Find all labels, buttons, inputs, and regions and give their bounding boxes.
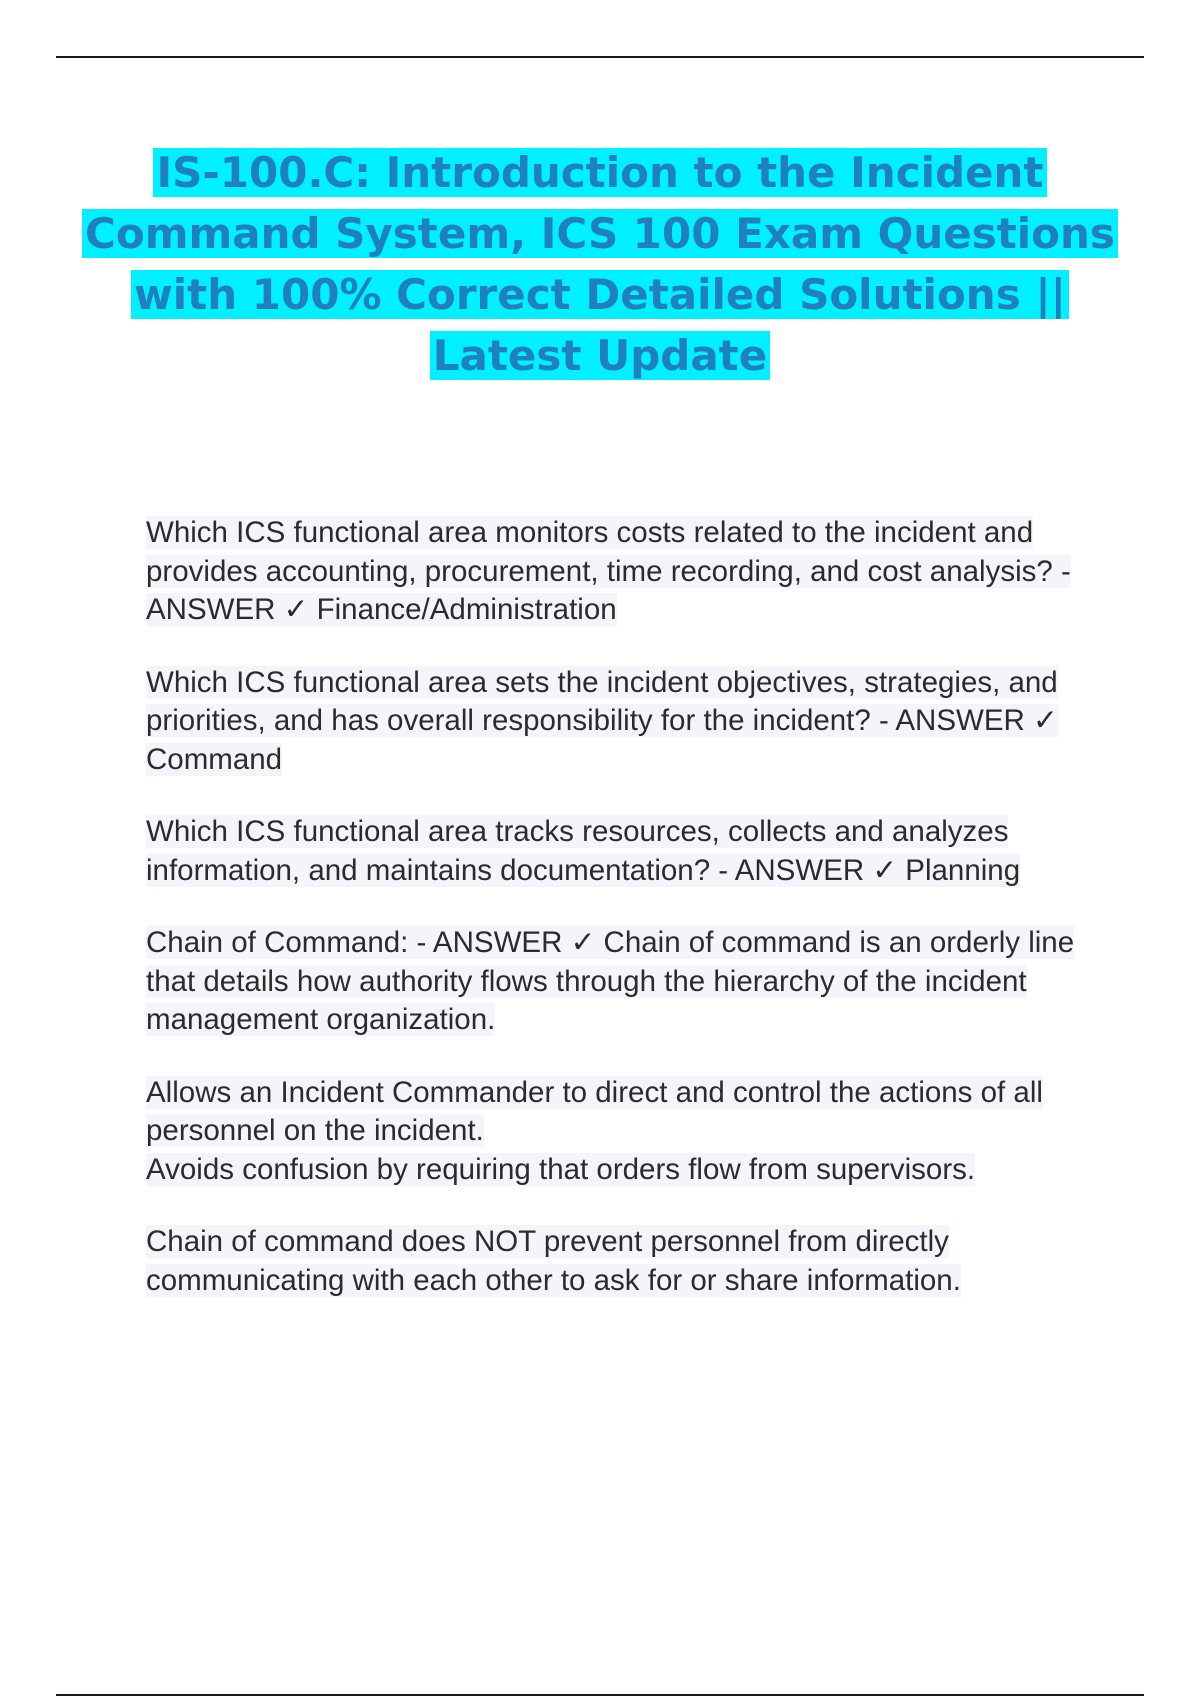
paragraph-7-text: Chain of command does NOT prevent personnel from directly communicating with each other to ask for or share information. xyxy=(146,1225,961,1297)
paragraph-2-text: Which ICS functional area sets the incident objectives, strategies, and priorities, and has overall responsibility for the incident? - ANSWER ✓ Command xyxy=(146,665,1058,776)
paragraph-3-text: Which ICS functional area tracks resources, collects and analyzes information, and maintains documentation? - ANSWER ✓ Planning xyxy=(146,815,1021,887)
top-rule xyxy=(56,56,1144,58)
document-title-text: IS-100.C: Introduction to the Incident Command System, ICS 100 Exam Questions with 100% Correct Detailed Solutions || Latest Update xyxy=(82,148,1118,380)
paragraph-6 xyxy=(146,1151,1106,1190)
paragraph-7 xyxy=(146,1223,1106,1300)
paragraph-5 xyxy=(146,1074,1106,1151)
title-block xyxy=(80,142,1120,386)
paragraph-1-text: Which ICS functional area monitors costs related to the incident and provides accounting, procurement, time recording, and cost analysis? - ANSWER ✓ Finance/Administration xyxy=(146,516,1071,626)
paragraph-3 xyxy=(146,813,1106,890)
paragraph-2 xyxy=(146,664,1106,780)
paragraph-4-text: Chain of Command: - ANSWER ✓ Chain of command is an orderly line that details how authority flows through the hierarchy of the incident management organization. xyxy=(146,926,1075,1036)
bottom-rule xyxy=(56,1694,1144,1696)
paragraph-6-text: Avoids confusion by requiring that orders flow from supervisors. xyxy=(146,1152,976,1186)
paragraph-4 xyxy=(146,924,1106,1040)
document-body xyxy=(146,514,1106,1334)
paragraph-1 xyxy=(146,514,1106,630)
paragraph-5-text: Allows an Incident Commander to direct and control the actions of all personnel on the incident. xyxy=(146,1075,1043,1147)
document-title xyxy=(80,142,1120,386)
